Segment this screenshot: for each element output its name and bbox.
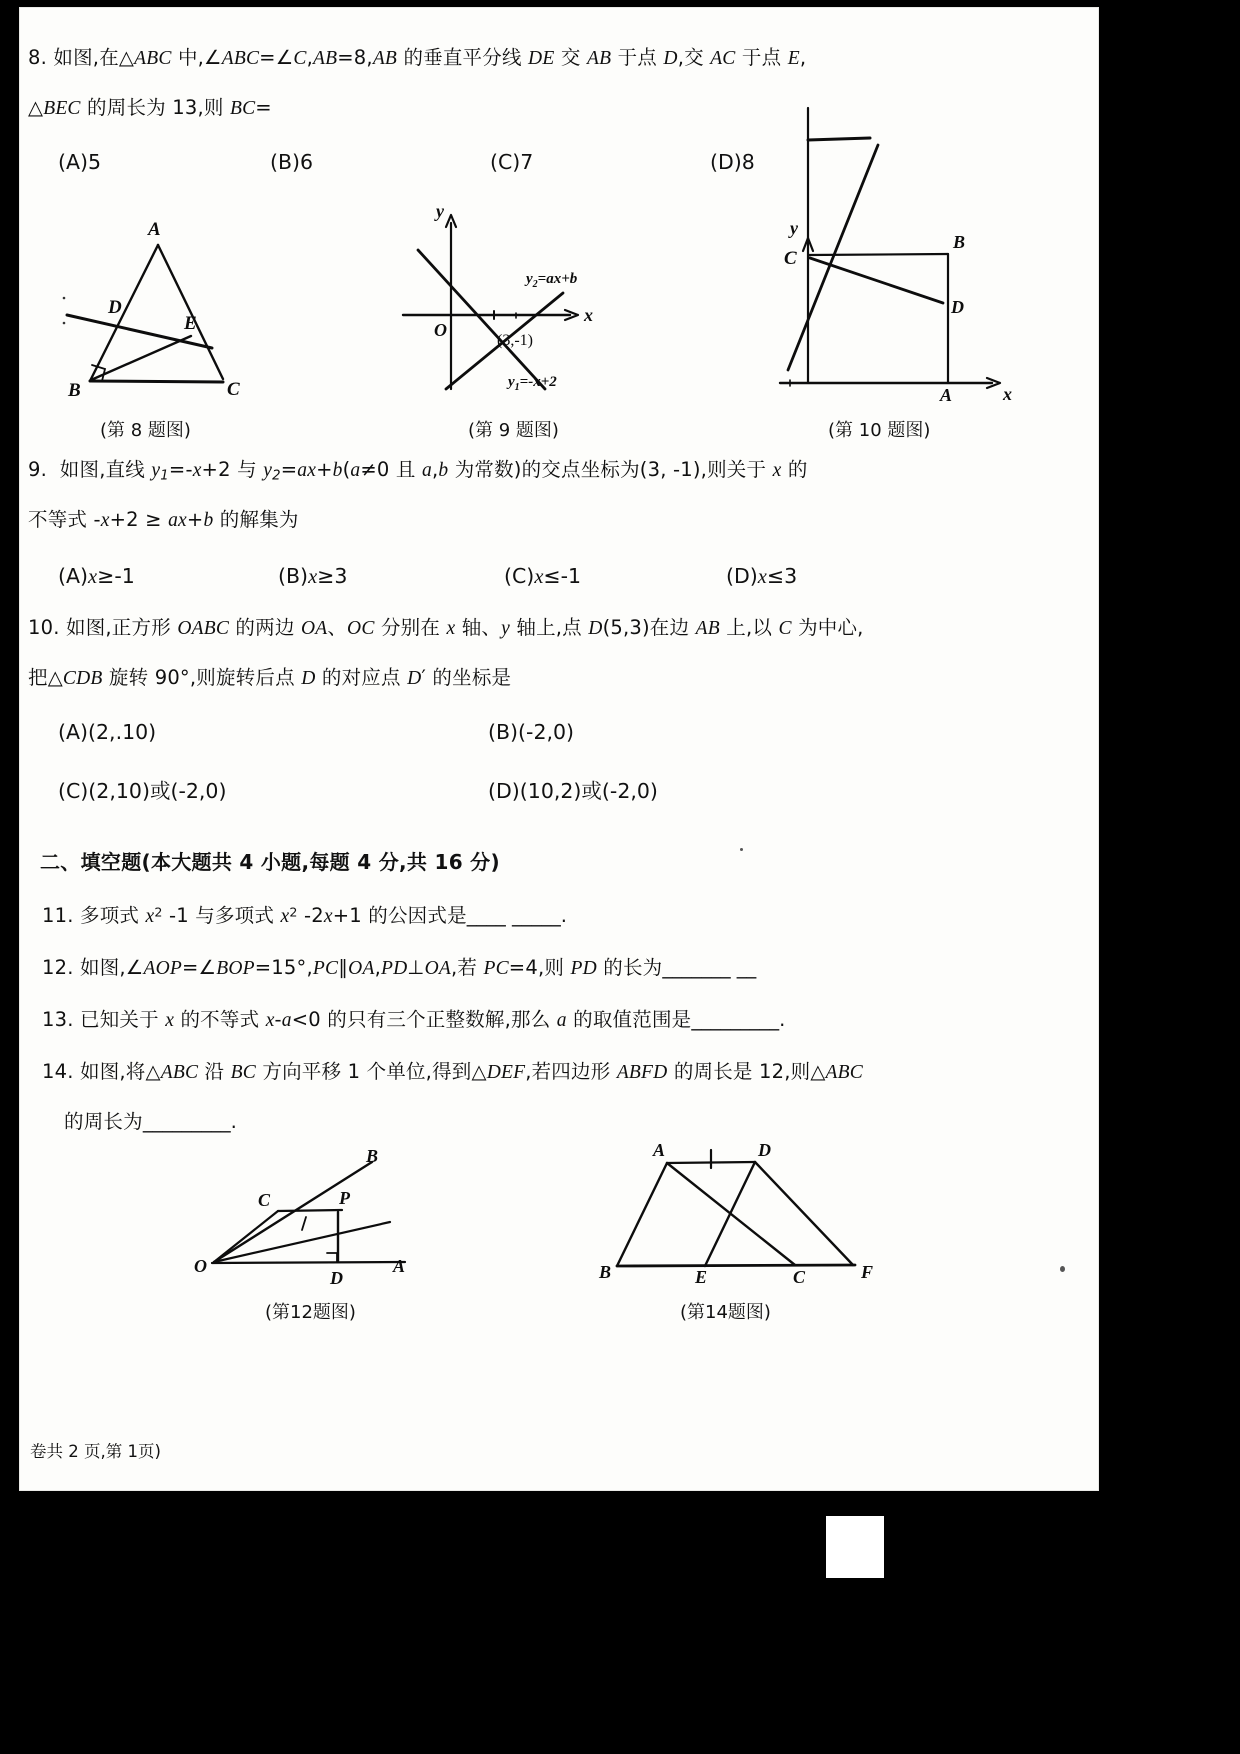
figure-14-label-E: E [695,1267,708,1287]
question-9-line-1: 9. 如图,直线 $y_1=-x+2$ 与 $y_2=ax+b(a\ne 0$ 且 a,b 为常数)的交点坐标为(3, -1),则关于 x 的 [28,458,808,484]
figure-9-axis-label-x: x [584,305,593,325]
figure-10-label-D: D [951,297,964,317]
page-footer: 卷共 2 页,第 1页) [30,1442,161,1461]
figure-10-label-C: C [784,248,797,269]
question-9-option-d[interactable]: (D)x≤3 [726,564,798,588]
question-14-line-1: 14. 如图,将△ABC 沿 BC 方向平移 1 个单位,得到△DEF,若四边形 ABFD 的周长是 12,则△ABC [42,1060,863,1083]
question-8-line-1: 8. 如图,在△ABC 中,∠ABC=∠C,AB=8,AB 的垂直平分线 DE 交 AB 于点 D,交 AC 于点 E, [28,46,807,69]
figure-question-9 [398,193,638,393]
question-9-option-b[interactable]: (B)x≥3 [278,564,348,588]
figure-10-caption: (第 10 题图) [828,420,931,441]
question-12: 12. 如图,∠AOP=∠BOP=15°,PC∥OA,PD⊥OA,若 PC=4,则 PD 的长为_______ __ [42,956,757,979]
figure-12-svg [190,1148,430,1288]
scan-speck [1060,1266,1065,1272]
figure-12-label-P: P [339,1188,350,1208]
figure-12-label-C: C [258,1190,271,1210]
figure-10-label-A: A [940,385,953,405]
scan-bottom-margin [0,1490,1240,1754]
figure-14-svg [595,1138,885,1288]
figure-12-label-A: A [393,1256,406,1276]
figure-12-label-O: O [194,1256,207,1276]
figure-14-caption: (第14题图) [680,1302,771,1323]
page-content [20,8,1098,1490]
scan-bottom-white-patch [826,1516,884,1578]
question-9-line-2: 不等式 -x+2 ≥ ax+b 的解集为 [28,508,299,531]
figure-14-label-D: D [758,1140,771,1160]
question-10-option-d[interactable]: (D)(10,2)或(-2,0) [488,779,658,803]
figure-question-12 [190,1148,430,1288]
figure-14-label-C: C [793,1267,806,1287]
figure-9-caption: (第 9 题图) [468,420,559,441]
figure-question-8 [60,193,290,398]
figure-10-axis-label-x: x [1003,384,1012,404]
question-14-line-2: 的周长为_________. [64,1110,237,1133]
figure-9-axis-label-y: y [436,201,444,221]
figure-8-label-A: A [148,219,161,240]
figure-12-caption: (第12题图) [265,1302,356,1323]
figure-9-svg [398,193,638,393]
scan-speck [740,848,743,851]
figure-8-svg [60,193,290,398]
figure-9-origin-label: O [434,320,447,340]
question-10-option-b[interactable]: (B)(-2,0) [488,720,575,744]
question-10-line-1: 10. 如图,正方形 OABC 的两边 OA、OC 分别在 x 轴、y 轴上,点 D(5,3)在边 AB 上,以 C 为中心, [28,616,864,639]
figure-8-label-E: E [184,313,197,334]
figure-10-axis-label-y: y [790,218,798,238]
figure-14-label-F: F [861,1262,874,1282]
figure-8-caption: (第 8 题图) [100,420,191,441]
question-8-option-d[interactable]: (D)8 [710,150,755,174]
question-8-option-c[interactable]: (C)7 [490,150,534,174]
question-9-option-c[interactable]: (C)x≤-1 [504,564,582,588]
figure-question-14 [595,1138,885,1288]
figure-8-label-D: D [108,297,122,318]
question-9-option-a[interactable]: (A)x≥-1 [58,564,135,588]
question-8-option-a[interactable]: (A)5 [58,150,102,174]
question-8-option-b[interactable]: (B)6 [270,150,314,174]
figure-9-point-label: (3,-1) [497,332,533,349]
question-13: 13. 已知关于 x 的不等式 x-a<0 的只有三个正整数解,那么 a 的取值范围是_________. [42,1008,786,1031]
question-10-line-2: 把△CDB 旋转 90°,则旋转后点 D 的对应点 D′ 的坐标是 [28,666,512,689]
question-10-option-a[interactable]: (A)(2,.10) [58,720,157,744]
figure-12-label-D: D [330,1268,343,1288]
figure-10-label-B: B [953,232,966,252]
exam-page-sheet [20,8,1098,1490]
figure-9-line2-label: $y_2=ax+b$ [526,271,578,290]
figure-9-line1-label: $y_1=-x+2$ [508,374,557,393]
figure-8-label-B: B [68,380,81,398]
section-2-heading: 二、填空题(本大题共 4 小题,每题 4 分,共 16 分) [40,850,500,874]
question-8-line-2: △BEC 的周长为 13,则 BC= [28,96,272,119]
question-10-option-c[interactable]: (C)(2,10)或(-2,0) [58,779,227,803]
figure-10-svg [760,98,1020,408]
figure-12-label-B: B [366,1148,379,1166]
figure-14-label-A: A [653,1140,666,1160]
figure-question-10 [760,98,1020,408]
question-11: 11. 多项式 $x^2$ -1 与多项式 $x^2$ -2x+1 的公因式是____ _____. [42,904,568,927]
figure-8-label-C: C [227,379,240,398]
figure-14-label-B: B [599,1262,612,1282]
